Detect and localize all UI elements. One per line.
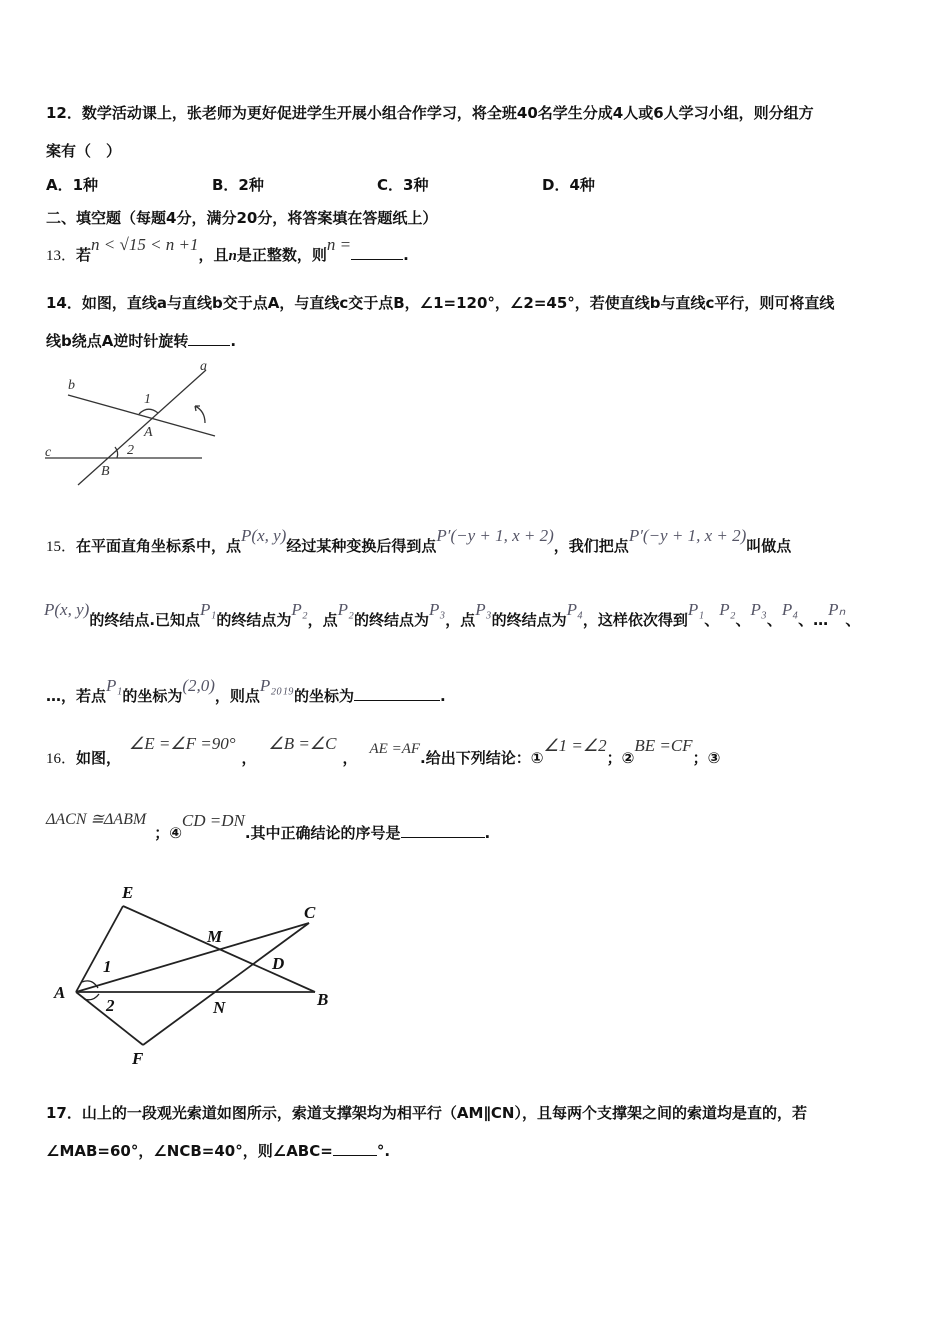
q15-number: 15． <box>46 539 77 555</box>
q15-line2 <box>44 600 861 630</box>
q13-number: 13． <box>46 248 77 264</box>
p1: P₁ <box>200 600 217 619</box>
label-B: B <box>317 990 329 1009</box>
text: …，若点 <box>46 687 107 705</box>
text: ∠MAB=60°，∠NCB=40°，则∠ABC= <box>46 1142 333 1160</box>
text: °. <box>376 1142 391 1160</box>
conclusion-1: ∠1 =∠2 <box>543 736 607 755</box>
p2: P₂ <box>719 600 736 619</box>
text: ；④ <box>154 824 182 842</box>
point-p-prime: P′(−y + 1, x + 2) <box>436 526 554 545</box>
text: 的坐标为 <box>293 687 354 705</box>
label-M: M <box>207 927 223 946</box>
p2: P₂ <box>291 600 308 619</box>
q16-labels <box>53 883 328 1068</box>
angle-2-arc <box>115 447 118 458</box>
q16-line1 <box>46 734 721 768</box>
section-heading: 二、填空题（每题4分，满分20分，将答案填在答题纸上） <box>46 209 438 227</box>
text: ，且 <box>198 246 229 264</box>
text: ，点 <box>445 611 476 629</box>
cond-ae-af: AE =AF <box>369 741 421 757</box>
text: . <box>439 687 446 705</box>
angle-1-arc <box>139 409 158 414</box>
text: . <box>484 824 491 842</box>
label-A: A <box>144 425 153 440</box>
text: 的终结点.已知点 <box>89 611 201 629</box>
text: 的终结点为 <box>353 611 429 629</box>
text: .其中正确结论的序号是 <box>244 824 401 842</box>
q17-line2 <box>46 1140 390 1161</box>
text: 如图， <box>76 749 122 767</box>
q16-figure <box>76 906 315 1045</box>
answer-blank <box>333 1154 377 1156</box>
q15-line3 <box>46 676 446 706</box>
text: 线b绕点A逆时针旋转 <box>46 332 189 350</box>
text: 叫做点 <box>746 537 792 555</box>
text: 的终结点为 <box>216 611 292 629</box>
text: ，点 <box>307 611 338 629</box>
q14-line1: 14．如图，直线a与直线b交于点A，与直线c交于点B，∠1=120°，∠2=45°，若使直线b与直线c平行，则可将直线 <box>46 294 835 312</box>
q15-line1 <box>46 526 792 556</box>
label-B: B <box>101 464 110 479</box>
text: 、 <box>704 611 720 629</box>
text: 、 <box>735 611 751 629</box>
text: … <box>813 611 829 629</box>
cond-angles-b-c: ∠B =∠C <box>268 734 337 753</box>
text: 、 <box>798 611 814 629</box>
q12-option-c: C．3种 <box>377 176 429 194</box>
q12-line2: 案有（ ） <box>46 142 122 160</box>
label-C: C <box>304 903 316 922</box>
text: .给出下列结论：① <box>420 749 544 767</box>
p3: P₃ <box>750 600 767 619</box>
point-p: P(x, y) <box>241 526 287 545</box>
label-A: A <box>54 983 66 1002</box>
text: ，这样依次得到 <box>582 611 688 629</box>
label-N: N <box>213 998 226 1017</box>
pn: Pₙ <box>828 600 846 619</box>
p1: P₁ <box>106 676 123 695</box>
q13-inequality: n < √15 < n +1 <box>91 235 199 254</box>
line-b <box>68 395 215 436</box>
var-n: n <box>228 248 237 264</box>
text: ；② <box>606 749 635 767</box>
label-D: D <box>272 954 285 973</box>
coord-p1: (2,0) <box>182 676 215 695</box>
cond-angles-e-f: ∠E =∠F =90° <box>129 734 236 753</box>
text: 的终结点为 <box>491 611 567 629</box>
q13-n-equals: n = <box>326 235 352 254</box>
q12-option-a: A．1种 <box>46 176 99 194</box>
p4: P₄ <box>781 600 799 619</box>
point-p-prime: P′(−y + 1, x + 2) <box>628 526 747 545</box>
label-F: F <box>132 1049 144 1068</box>
conclusion-4: CD =DN <box>181 811 245 830</box>
label-2: 2 <box>106 996 115 1015</box>
label-a: a <box>200 359 207 374</box>
text: 、 <box>845 611 861 629</box>
point-p: P(x, y) <box>44 600 90 619</box>
text: 是正整数，则 <box>236 246 327 264</box>
text: 经过某种变换后得到点 <box>286 537 437 555</box>
text: ， <box>241 749 257 767</box>
q17-line1: 17．山上的一段观光索道如图所示，索道支撑架均为相平行（AM∥CN），且每两个支撑架之间的索道均是直的，若 <box>46 1104 807 1122</box>
label-1: 1 <box>103 957 112 976</box>
text: ，我们把点 <box>553 537 629 555</box>
text: . <box>403 246 409 264</box>
p3: P₃ <box>475 600 492 619</box>
label-1: 1 <box>144 392 151 407</box>
text: 、 <box>766 611 782 629</box>
label-b: b <box>68 378 75 393</box>
q12-line1: 12．数学活动课上，张老师为更好促进学生开展小组合作学习，将全班40名学生分成4人或6人学习小组，则分组方 <box>46 104 814 122</box>
label-E: E <box>122 883 134 902</box>
q12-option-b: B．2种 <box>212 176 264 194</box>
answer-blank <box>354 699 440 701</box>
p2: P₂ <box>337 600 354 619</box>
conclusion-2: BE =CF <box>634 736 693 755</box>
p2019: P₂₀₁₉ <box>259 676 294 695</box>
q14-labels <box>45 359 207 479</box>
text: . <box>230 332 237 350</box>
p1: P₁ <box>687 600 705 619</box>
text: 的坐标为 <box>122 687 183 705</box>
label-c: c <box>45 445 52 460</box>
text: 若 <box>76 246 92 264</box>
text: ，则点 <box>214 687 260 705</box>
text: ， <box>342 749 358 767</box>
q12-option-d: D．4种 <box>542 176 595 194</box>
conclusion-3: ΔACN ≅ΔABM <box>46 811 147 828</box>
p3: P₃ <box>428 600 446 619</box>
p4: P₄ <box>566 600 583 619</box>
text: ；③ <box>692 749 721 767</box>
rotate-arrow-icon <box>195 406 205 423</box>
answer-blank <box>401 836 485 838</box>
label-2: 2 <box>127 443 134 458</box>
q16-line2 <box>46 811 491 843</box>
text: 在平面直角坐标系中，点 <box>76 537 242 555</box>
q16-number: 16． <box>46 751 77 767</box>
